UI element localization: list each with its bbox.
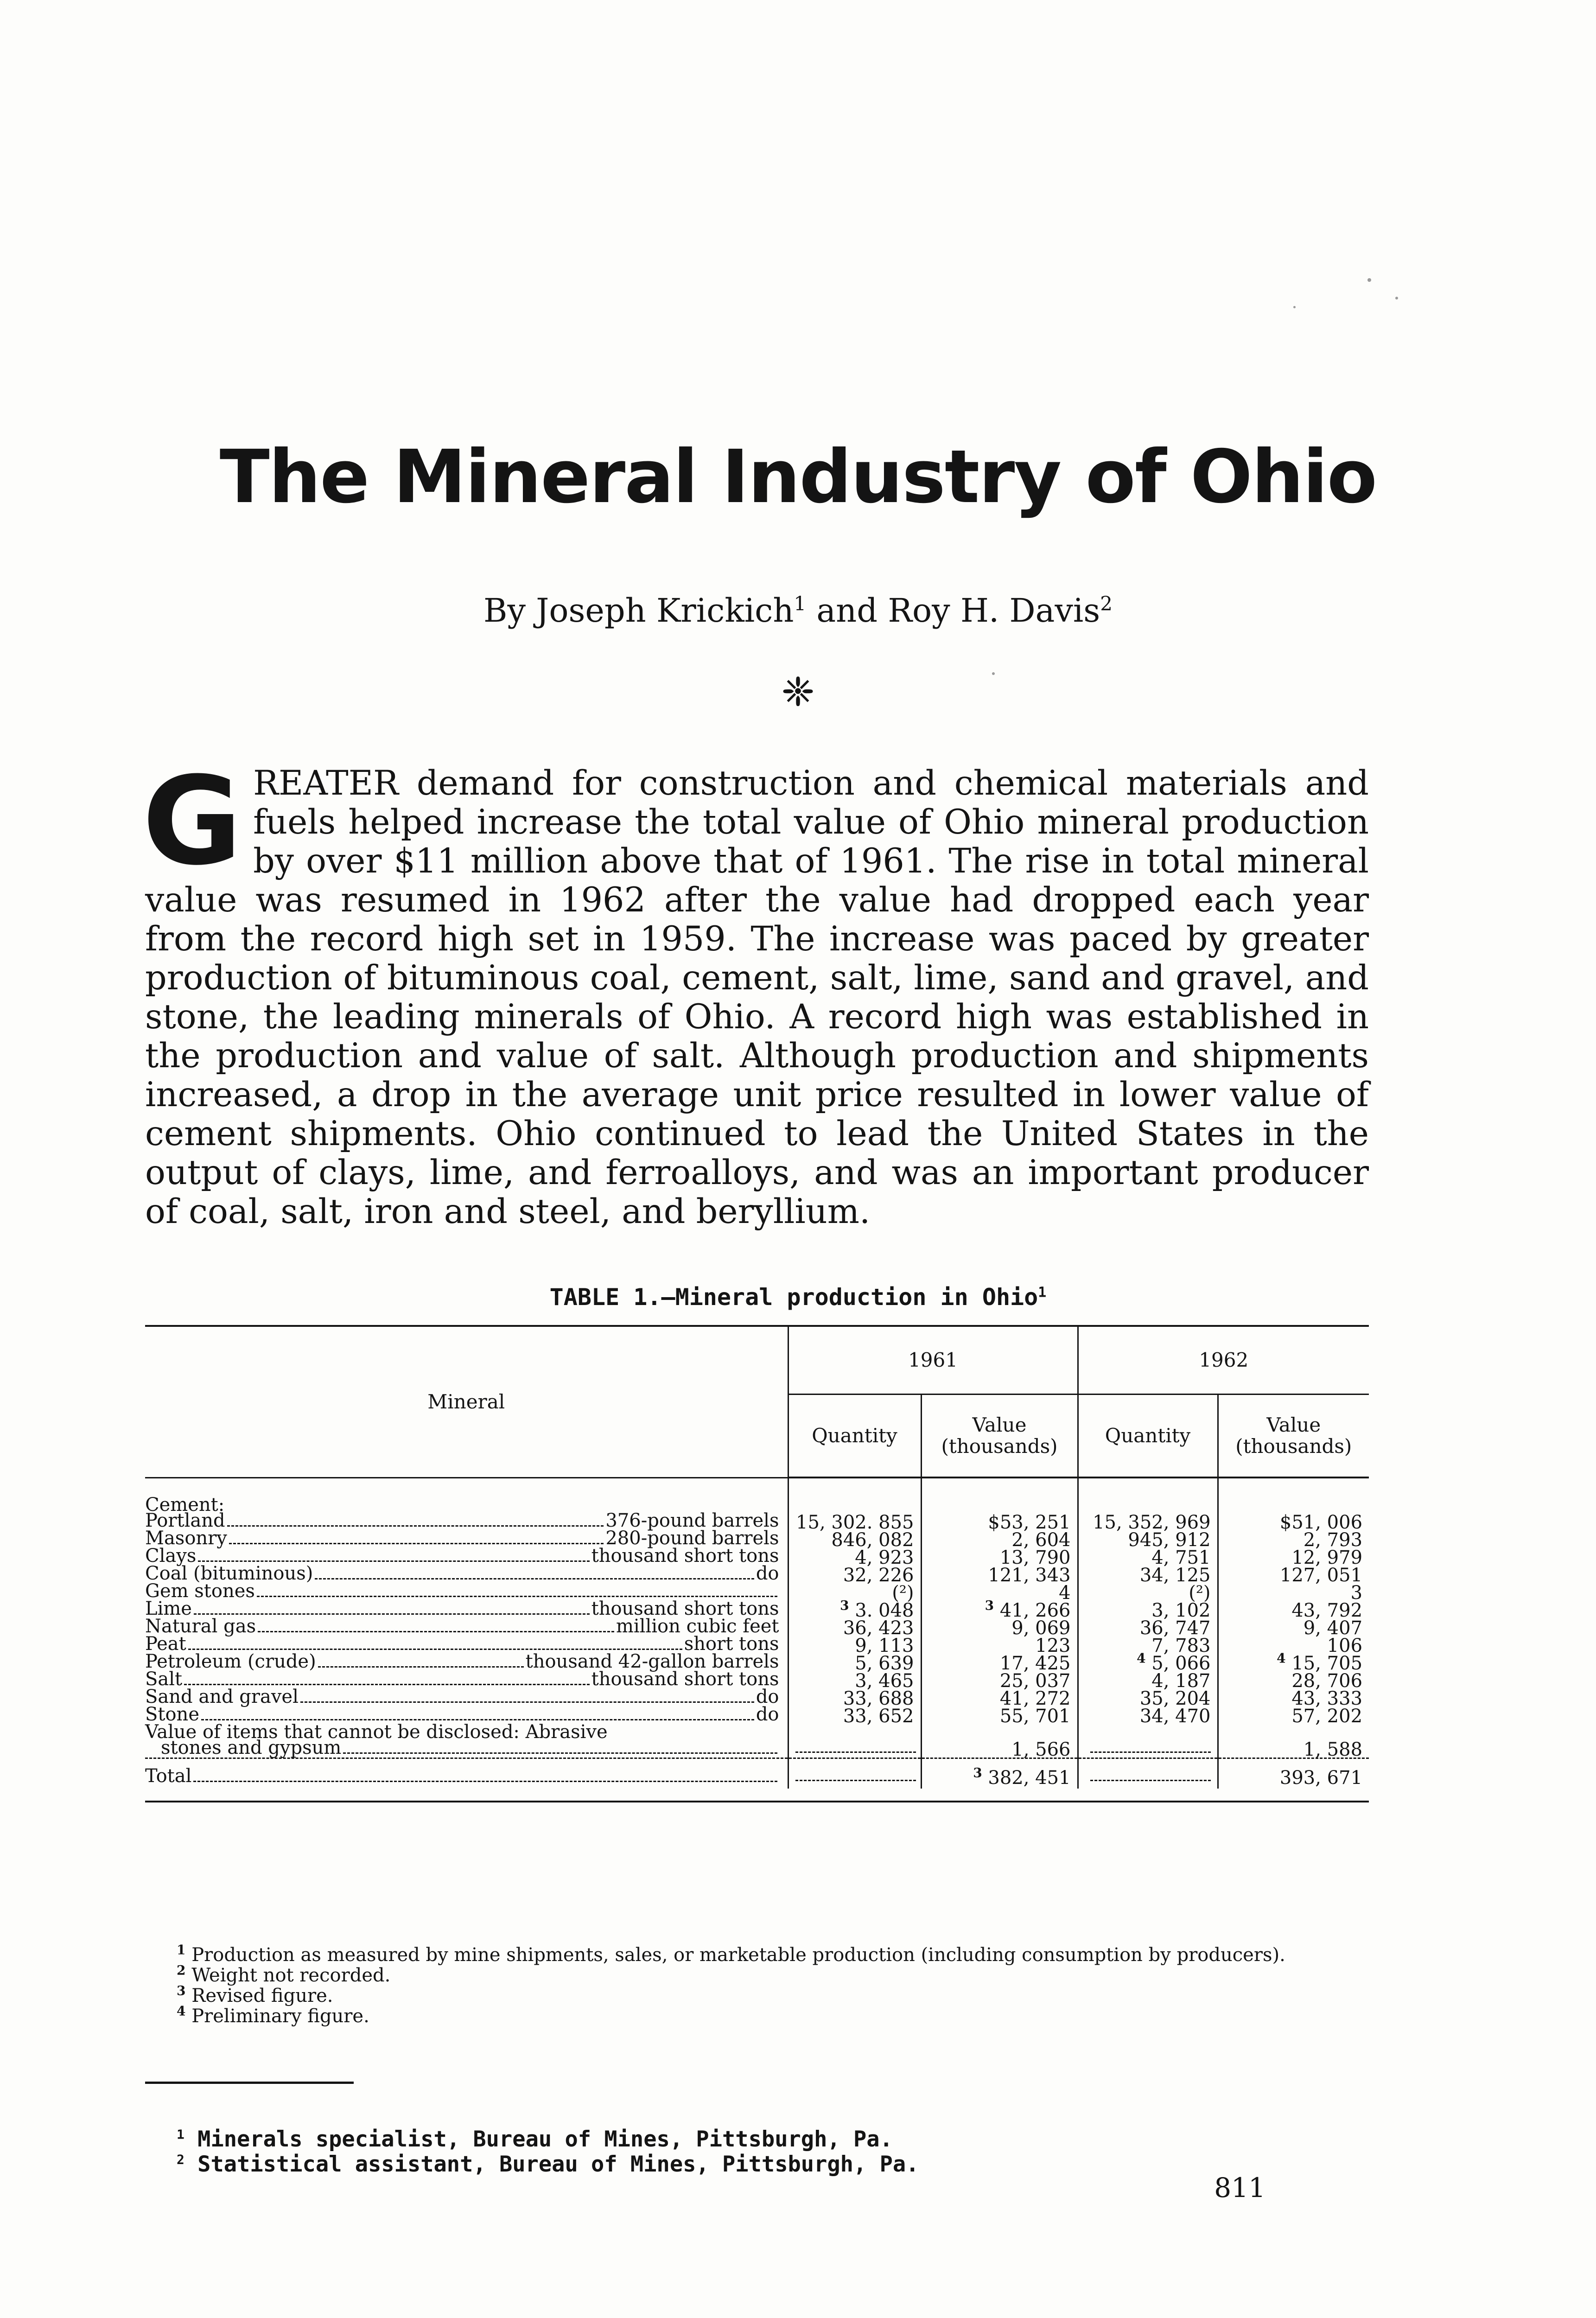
- value-1961-cell: 2, 604: [921, 1530, 1078, 1548]
- author-footnotes: [145, 2127, 1369, 2177]
- value-1962-cell: 43, 333: [1218, 1689, 1369, 1707]
- table-row: [145, 1724, 1369, 1758]
- value-1962-cell: $51, 006: [1218, 1513, 1369, 1530]
- value-1961-cell: 121, 343: [921, 1566, 1078, 1583]
- quantity-1962-cell: (²): [1078, 1583, 1218, 1601]
- quantity-1962-cell: 7, 783: [1078, 1636, 1218, 1654]
- quantity-1962-cell: 945, 912: [1078, 1530, 1218, 1548]
- year-1961-header: 1961: [788, 1326, 1078, 1395]
- footnote-divider: [145, 2082, 354, 2084]
- page-number: 811: [1214, 2172, 1265, 2203]
- row-unit: do: [756, 1704, 779, 1725]
- value-1961-cell: 123: [921, 1636, 1078, 1654]
- footnote-ref: 4: [1277, 1650, 1286, 1666]
- total-label: Total: [145, 1765, 192, 1787]
- row-label: Natural gas: [145, 1616, 256, 1637]
- author-2-ref: 2: [1100, 592, 1113, 615]
- value-1961-cell: $^3$ 41, 266: [921, 1601, 1078, 1618]
- quantity-1962-cell: $^4$ 5, 066: [1078, 1654, 1218, 1671]
- row-unit: thousand 42-gallon barrels: [525, 1651, 779, 1672]
- value-1962-cell: 57, 202: [1218, 1707, 1369, 1724]
- value-1962-cell: 9, 407: [1218, 1618, 1369, 1636]
- footnote-ref: 4: [1137, 1650, 1146, 1666]
- quantity-1961-cell: 32, 226: [788, 1566, 921, 1583]
- value-1962-cell: 3: [1218, 1583, 1369, 1601]
- row-unit: million cubic feet: [616, 1616, 779, 1637]
- value-1961-cell: 25, 037: [921, 1671, 1078, 1689]
- quantity-1961-cell: 5, 639: [788, 1654, 921, 1671]
- author-footnote: $^2$ Statistical assistant, Bureau of Mines, Pittsburgh, Pa.: [177, 2152, 919, 2177]
- undisclosed-label-line2: stones and gypsum: [161, 1737, 342, 1758]
- row-label: Lime: [145, 1598, 192, 1619]
- row-label: Salt: [145, 1668, 183, 1690]
- row-label: Stone: [145, 1704, 199, 1725]
- undisclosed-value-1961: 1, 566: [921, 1724, 1078, 1758]
- table-caption-ref: 1: [1038, 1284, 1047, 1301]
- quantity-1962-cell: 36, 747: [1078, 1618, 1218, 1636]
- total-row: [145, 1758, 1369, 1789]
- row-unit: 376-pound barrels: [605, 1510, 779, 1531]
- table-caption: [0, 1283, 1596, 1311]
- row-unit: thousand short tons: [591, 1668, 779, 1690]
- table-footnote: $^3$ Revised figure.: [177, 1983, 333, 2006]
- quantity-1961-cell: $^3$ 3. 048: [788, 1601, 921, 1618]
- row-unit: do: [756, 1563, 779, 1584]
- table-footnote: $^1$ Production as measured by mine shipments, sales, or marketable production (including consumption by producers).: [177, 1942, 1285, 1966]
- quantity-1962-cell: 34, 125: [1078, 1566, 1218, 1583]
- row-unit: do: [756, 1686, 779, 1707]
- quantity-1962-header: Quantity: [1078, 1395, 1218, 1478]
- table-row: [145, 1566, 1369, 1583]
- row-unit: thousand short tons: [591, 1598, 779, 1619]
- byline-prefix: By: [483, 592, 526, 630]
- footnote-ref: 3: [985, 1598, 994, 1613]
- mineral-production-table: [145, 1325, 1369, 1789]
- quantity-1961-header: Quantity: [788, 1395, 921, 1478]
- value-1961-cell: 17, 425: [921, 1654, 1078, 1671]
- value-1962-header: Value (thousands): [1218, 1395, 1369, 1478]
- intro-text: REATER demand for construction and chemical materials and fuels helped increase the total value of Ohio mineral production by over $11 million above that of 1961. The rise in total mineral value was resumed in 1962 after the value had dropped each year from the record high set in 1959. The increase was paced by greater production of bituminous coal, cement, salt, lime, sand and gravel, and stone, the leading minerals of Ohio. A record high was established in the production and value of salt. Although production and shipments increased, a drop in the average unit price resulted in lower value of cement shipments. Ohio continued to lead the United States in the output of clays, lime, and ferroalloys, and was an important producer of coal, salt, iron and steel, and beryllium.: [145, 764, 1369, 1231]
- total-value-1961: $^3$ 382, 451: [921, 1758, 1078, 1789]
- author-2: Roy H. Davis: [888, 592, 1100, 630]
- total-value-1962: 393, 671: [1218, 1758, 1369, 1789]
- quantity-1961-cell: 33, 652: [788, 1707, 921, 1724]
- row-unit: thousand short tons: [591, 1545, 779, 1567]
- table-footnote: $^2$ Weight not recorded.: [177, 1962, 391, 1986]
- quantity-1961-cell: 846, 082: [788, 1530, 921, 1548]
- undisclosed-label-line1: Value of items that cannot be disclosed: Abrasive: [145, 1721, 608, 1743]
- value-1962-cell: 2, 793: [1218, 1530, 1369, 1548]
- value-1961-cell: 4: [921, 1583, 1078, 1601]
- quantity-1962-cell: 35, 204: [1078, 1689, 1218, 1707]
- value-1962-cell: 12, 979: [1218, 1548, 1369, 1566]
- quantity-1961-cell: 33, 688: [788, 1689, 921, 1707]
- value-1961-cell: 13, 790: [921, 1548, 1078, 1566]
- row-label: Gem stones: [145, 1580, 255, 1602]
- value-1961-header: Value (thousands): [921, 1395, 1078, 1478]
- author-1-ref: 1: [794, 592, 807, 615]
- value-1962-cell: 43, 792: [1218, 1601, 1369, 1618]
- table-footnotes: [145, 1942, 1369, 2027]
- table-caption-text: TABLE 1.—Mineral production in Ohio: [549, 1284, 1038, 1311]
- row-label: Masonry: [145, 1528, 227, 1549]
- quantity-1961-cell: 15, 302. 855: [788, 1513, 921, 1530]
- value-1961-cell: 41, 272: [921, 1689, 1078, 1707]
- author-footnote: $^1$ Minerals specialist, Bureau of Mines, Pittsburgh, Pa.: [177, 2127, 893, 2152]
- mineral-column-header: Mineral: [145, 1326, 788, 1477]
- ornament-icon: ❈: [781, 669, 815, 715]
- row-unit: short tons: [684, 1633, 779, 1655]
- quantity-1962-cell: 15, 352, 969: [1078, 1513, 1218, 1530]
- drop-cap: G: [142, 751, 242, 892]
- row-unit: 280-pound barrels: [605, 1528, 779, 1549]
- quantity-1962-cell: 3, 102: [1078, 1601, 1218, 1618]
- row-label: Sand and gravel: [145, 1686, 299, 1707]
- footnote-ref: 3: [840, 1598, 849, 1613]
- footnote-ref: 3: [973, 1765, 982, 1781]
- quantity-1961-cell: 36, 423: [788, 1618, 921, 1636]
- value-1962-cell: 28, 706: [1218, 1671, 1369, 1689]
- row-label: Coal (bituminous): [145, 1563, 313, 1584]
- byline: [0, 591, 1596, 630]
- value-1961-cell: 55, 701: [921, 1707, 1078, 1724]
- value-1961-cell: $53, 251: [921, 1513, 1078, 1530]
- table-footnote: $^4$ Preliminary figure.: [177, 2003, 369, 2027]
- page-title: The Mineral Industry of Ohio: [219, 434, 1377, 520]
- row-label: Petroleum (crude): [145, 1651, 316, 1672]
- row-label: Portland: [145, 1510, 225, 1531]
- author-1: Joseph Krickich: [536, 592, 794, 630]
- quantity-1962-cell: 34, 470: [1078, 1707, 1218, 1724]
- quantity-1962-cell: 4, 187: [1078, 1671, 1218, 1689]
- row-label: Peat: [145, 1633, 186, 1655]
- value-1962-cell: $^4$ 15, 705: [1218, 1654, 1369, 1671]
- value-1961-cell: 9, 069: [921, 1618, 1078, 1636]
- quantity-1961-cell: 4, 923: [788, 1548, 921, 1566]
- row-label: Clays: [145, 1545, 197, 1567]
- byline-conjunction: and: [816, 592, 878, 630]
- value-1962-cell: 106: [1218, 1636, 1369, 1654]
- undisclosed-value-1962: 1, 588: [1218, 1724, 1369, 1758]
- mineral-table-wrap: [145, 1325, 1369, 1802]
- quantity-1962-cell: 4, 751: [1078, 1548, 1218, 1566]
- intro-paragraph: [142, 751, 1369, 1231]
- quantity-1961-cell: (²): [788, 1583, 921, 1601]
- quantity-1961-cell: 9, 113: [788, 1636, 921, 1654]
- quantity-1961-cell: 3, 465: [788, 1671, 921, 1689]
- value-1962-cell: 127, 051: [1218, 1566, 1369, 1583]
- year-1962-header: 1962: [1078, 1326, 1369, 1395]
- group-label-cement: Cement:: [145, 1494, 225, 1516]
